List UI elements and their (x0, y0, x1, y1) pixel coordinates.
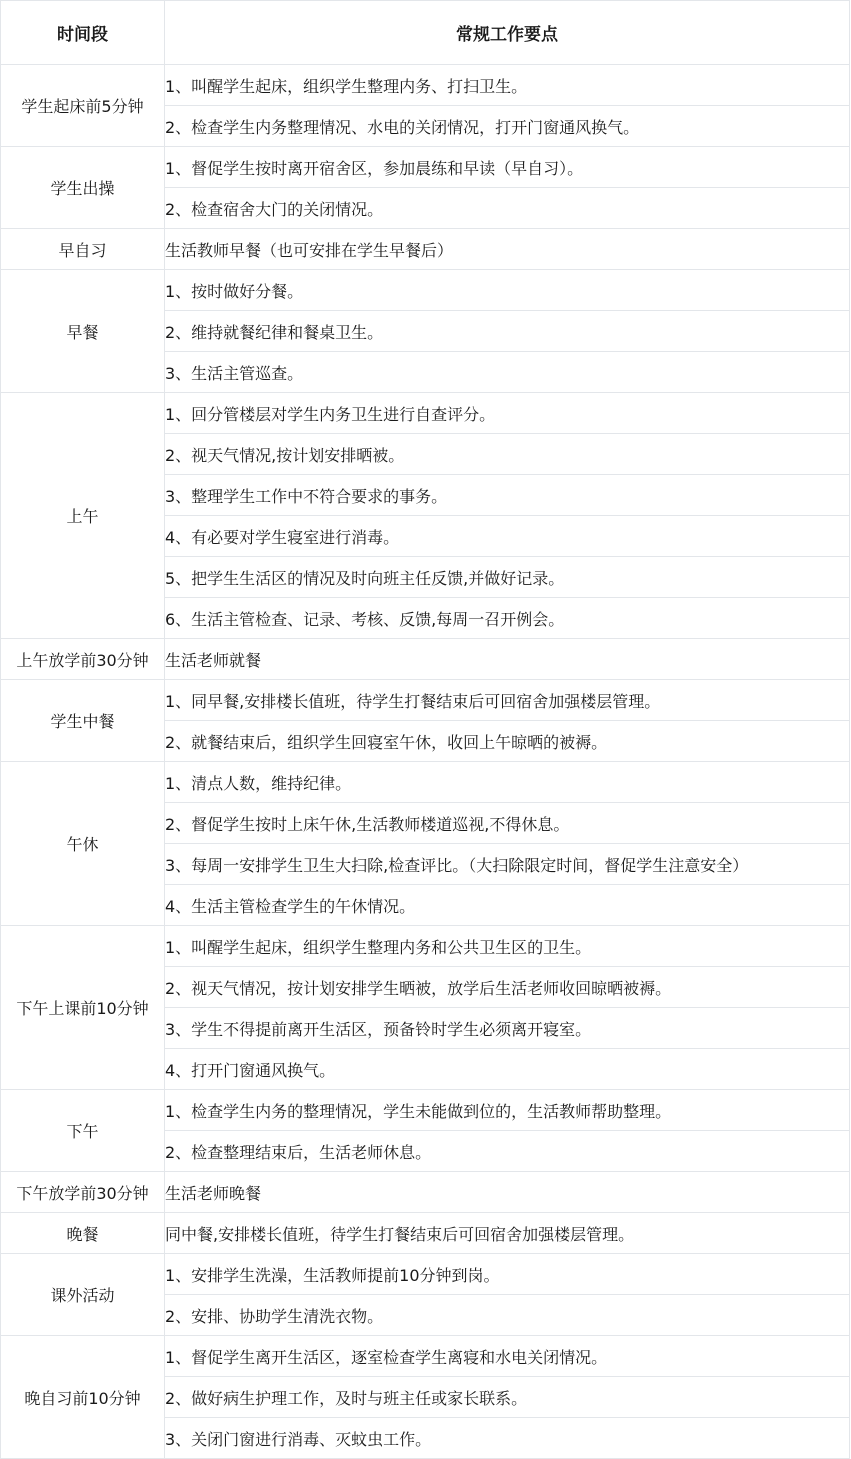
work-item-cell: 1、安排学生洗澡，生活教师提前10分钟到岗。 (165, 1254, 850, 1295)
table-row (1, 1172, 850, 1213)
header-row (1, 1, 850, 65)
work-item-cell: 1、清点人数，维持纪律。 (165, 762, 850, 803)
work-item-cell: 3、整理学生工作中不符合要求的事务。 (165, 475, 850, 516)
table-row (1, 65, 850, 106)
period-cell: 学生出操 (1, 147, 165, 229)
table-row (1, 680, 850, 721)
work-item-cell: 1、督促学生离开生活区，逐室检查学生离寝和水电关闭情况。 (165, 1336, 850, 1377)
work-item-cell: 同中餐,安排楼长值班，待学生打餐结束后可回宿舍加强楼层管理。 (165, 1213, 850, 1254)
work-item-cell: 生活老师晚餐 (165, 1172, 850, 1213)
work-item-cell: 4、有必要对学生寝室进行消毒。 (165, 516, 850, 557)
work-item-cell: 2、安排、协助学生清洗衣物。 (165, 1295, 850, 1336)
period-cell: 下午放学前30分钟 (1, 1172, 165, 1213)
period-column-header: 时间段 (1, 1, 165, 65)
work-item-cell: 1、叫醒学生起床，组织学生整理内务、打扫卫生。 (165, 65, 850, 106)
work-item-cell: 2、检查宿舍大门的关闭情况。 (165, 188, 850, 229)
work-item-cell: 1、回分管楼层对学生内务卫生进行自查评分。 (165, 393, 850, 434)
work-item-cell: 3、生活主管巡查。 (165, 352, 850, 393)
work-item-cell: 生活老师就餐 (165, 639, 850, 680)
work-points-column-header: 常规工作要点 (165, 1, 850, 65)
work-item-cell: 2、做好病生护理工作，及时与班主任或家长联系。 (165, 1377, 850, 1418)
work-item-cell: 6、生活主管检查、记录、考核、反馈,每周一召开例会。 (165, 598, 850, 639)
period-cell: 早餐 (1, 270, 165, 393)
work-item-cell: 2、维持就餐纪律和餐桌卫生。 (165, 311, 850, 352)
period-cell: 早自习 (1, 229, 165, 270)
period-cell: 上午放学前30分钟 (1, 639, 165, 680)
work-item-cell: 2、检查学生内务整理情况、水电的关闭情况，打开门窗通风换气。 (165, 106, 850, 147)
table-row (1, 1213, 850, 1254)
table-row (1, 926, 850, 967)
work-item-cell: 4、打开门窗通风换气。 (165, 1049, 850, 1090)
table-row (1, 270, 850, 311)
work-item-cell: 2、视天气情况,按计划安排晒被。 (165, 434, 850, 475)
table-row (1, 147, 850, 188)
period-cell: 下午 (1, 1090, 165, 1172)
work-item-cell: 1、同早餐,安排楼长值班，待学生打餐结束后可回宿舍加强楼层管理。 (165, 680, 850, 721)
work-item-cell: 5、把学生生活区的情况及时向班主任反馈,并做好记录。 (165, 557, 850, 598)
table-row (1, 639, 850, 680)
work-item-cell: 1、叫醒学生起床，组织学生整理内务和公共卫生区的卫生。 (165, 926, 850, 967)
period-cell: 上午 (1, 393, 165, 639)
work-item-cell: 2、督促学生按时上床午休,生活教师楼道巡视,不得休息。 (165, 803, 850, 844)
work-item-cell: 生活教师早餐（也可安排在学生早餐后） (165, 229, 850, 270)
work-item-cell: 3、学生不得提前离开生活区，预备铃时学生必须离开寝室。 (165, 1008, 850, 1049)
period-cell: 学生中餐 (1, 680, 165, 762)
period-cell: 课外活动 (1, 1254, 165, 1336)
work-item-cell: 1、检查学生内务的整理情况，学生未能做到位的，生活教师帮助整理。 (165, 1090, 850, 1131)
period-cell: 学生起床前5分钟 (1, 65, 165, 147)
period-cell: 晚餐 (1, 1213, 165, 1254)
period-cell: 下午上课前10分钟 (1, 926, 165, 1090)
work-item-cell: 4、生活主管检查学生的午休情况。 (165, 885, 850, 926)
work-item-cell: 2、检查整理结束后，生活老师休息。 (165, 1131, 850, 1172)
work-item-cell: 2、就餐结束后，组织学生回寝室午休，收回上午晾晒的被褥。 (165, 721, 850, 762)
schedule-body (1, 65, 850, 1459)
period-cell: 午休 (1, 762, 165, 926)
period-cell: 晚自习前10分钟 (1, 1336, 165, 1459)
table-row (1, 1090, 850, 1131)
table-row (1, 1336, 850, 1377)
table-row (1, 229, 850, 270)
table-row (1, 393, 850, 434)
work-item-cell: 3、关闭门窗进行消毒、灭蚊虫工作。 (165, 1418, 850, 1459)
work-item-cell: 3、每周一安排学生卫生大扫除,检查评比。（大扫除限定时间，督促学生注意安全） (165, 844, 850, 885)
table-row (1, 1254, 850, 1295)
work-item-cell: 2、视天气情况，按计划安排学生晒被，放学后生活老师收回晾晒被褥。 (165, 967, 850, 1008)
work-item-cell: 1、督促学生按时离开宿舍区，参加晨练和早读（早自习）。 (165, 147, 850, 188)
table-row (1, 762, 850, 803)
work-item-cell: 1、按时做好分餐。 (165, 270, 850, 311)
